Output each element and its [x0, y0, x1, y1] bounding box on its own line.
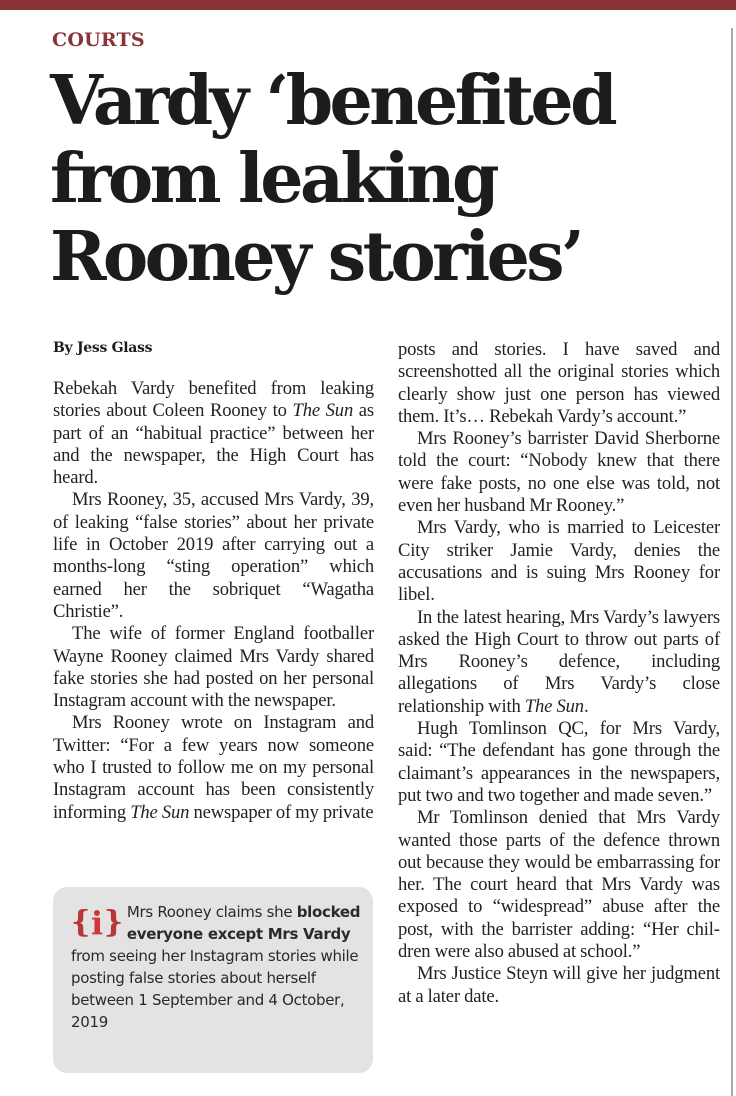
fact-box-highlight: blocked everyone except Mrs Vardy [126, 903, 361, 943]
article-column-right [398, 339, 720, 1008]
paragraph-text: Mrs Vardy, who is married to Leicester City striker Jamie Vardy, denies the accusations and is suing Mrs Rooney for libel. [398, 517, 720, 606]
fact-box-text [71, 901, 363, 1033]
article-paragraph [398, 339, 720, 428]
info-icon-brace-right: } [103, 905, 123, 940]
paragraph-text: newspaper of my private [189, 801, 374, 823]
info-icon-letter: i [91, 904, 103, 942]
info-icon [71, 903, 123, 943]
article-paragraph [53, 712, 374, 823]
paragraph-text: as part of an “habitual practice” between her and the newspaper, the High Court has heard. [53, 400, 374, 489]
publication-name: The Sun [524, 695, 584, 717]
article-paragraph [398, 517, 720, 606]
paragraph-text: Rebekah Vardy benefited from leaking stories about Coleen Rooney to [53, 378, 374, 422]
article-paragraph [398, 607, 720, 718]
article-paragraph [398, 807, 720, 963]
top-accent-bar [0, 0, 736, 10]
publication-name: The Sun [130, 801, 190, 823]
paragraph-text: Mrs Justice Steyn will give her judgment at a later date. [398, 963, 720, 1007]
article-paragraph [53, 378, 374, 489]
paragraph-text: Mr Tomlinson denied that Mrs Vardy wanted those parts of the defence thrown out because they would be embarrassing for her. The court heard that Mrs Vardy was exposed to “widespread” abuse after the post, with the barrister adding: “Her children were also abused at school.” [398, 807, 720, 963]
article-paragraph [53, 489, 374, 623]
paragraph-text: Hugh Tomlinson QC, for Mrs Vardy, said: “The defendant has gone through the claimant’s appearances in the newspapers, put two and two together and made seven.” [398, 718, 720, 806]
column-rule [731, 28, 733, 1096]
article-paragraph [53, 623, 374, 712]
article-column-left [53, 378, 374, 824]
fact-box-text-start: Mrs Rooney claims she [126, 903, 297, 921]
fact-box-text-end: from seeing her Instagram stories while posting false stories about herself between 1 September and 4 October, 2019 [71, 947, 359, 1031]
section-label: COURTS [52, 29, 145, 51]
article-paragraph [398, 428, 720, 517]
byline: By Jess Glass [53, 340, 153, 356]
paragraph-text: Mrs Rooney wrote on Instagram and Twitter: “For a few years now someone who I trusted to follow me on my personal Instagram account has been consistently informing [53, 712, 374, 823]
fact-box [53, 887, 373, 1073]
article-paragraph [398, 718, 720, 807]
paragraph-text: In the latest hearing, Mrs Vardy’s lawyers asked the High Court to throw out parts of Mrs Rooney’s defence, including allegations of Mrs Vardy’s close relationship with [398, 606, 720, 717]
publication-name: The Sun [292, 400, 354, 422]
article-paragraph [398, 963, 720, 1008]
headline: Vardy ‘benefited from leaking Rooney stories’ [50, 61, 615, 297]
info-icon-brace-left: { [71, 905, 90, 940]
paragraph-text: Mrs Rooney’s barrister David Sherborne told the court: “Nobody knew that there were fake posts, no one else was told, not even her husband Mr Rooney.” [398, 428, 720, 517]
paragraph-text: The wife of former England footballer Wayne Rooney claimed Mrs Vardy shared fake stories she had posted on her personal Instagram account with the newspaper. [53, 623, 374, 712]
paragraph-text: Mrs Rooney, 35, accused Mrs Vardy, 39, of leaking “false stories” about her private life in October 2019 after carrying out a months-long “sting operation” which earned her the sobriquet “Wagatha Christie”. [53, 489, 374, 622]
paragraph-text: posts and stories. I have saved and screenshotted all the original stories which clearly show just one person has viewed them. It’s… Rebekah Vardy’s account.” [398, 339, 720, 427]
paragraph-text: . [583, 695, 589, 717]
